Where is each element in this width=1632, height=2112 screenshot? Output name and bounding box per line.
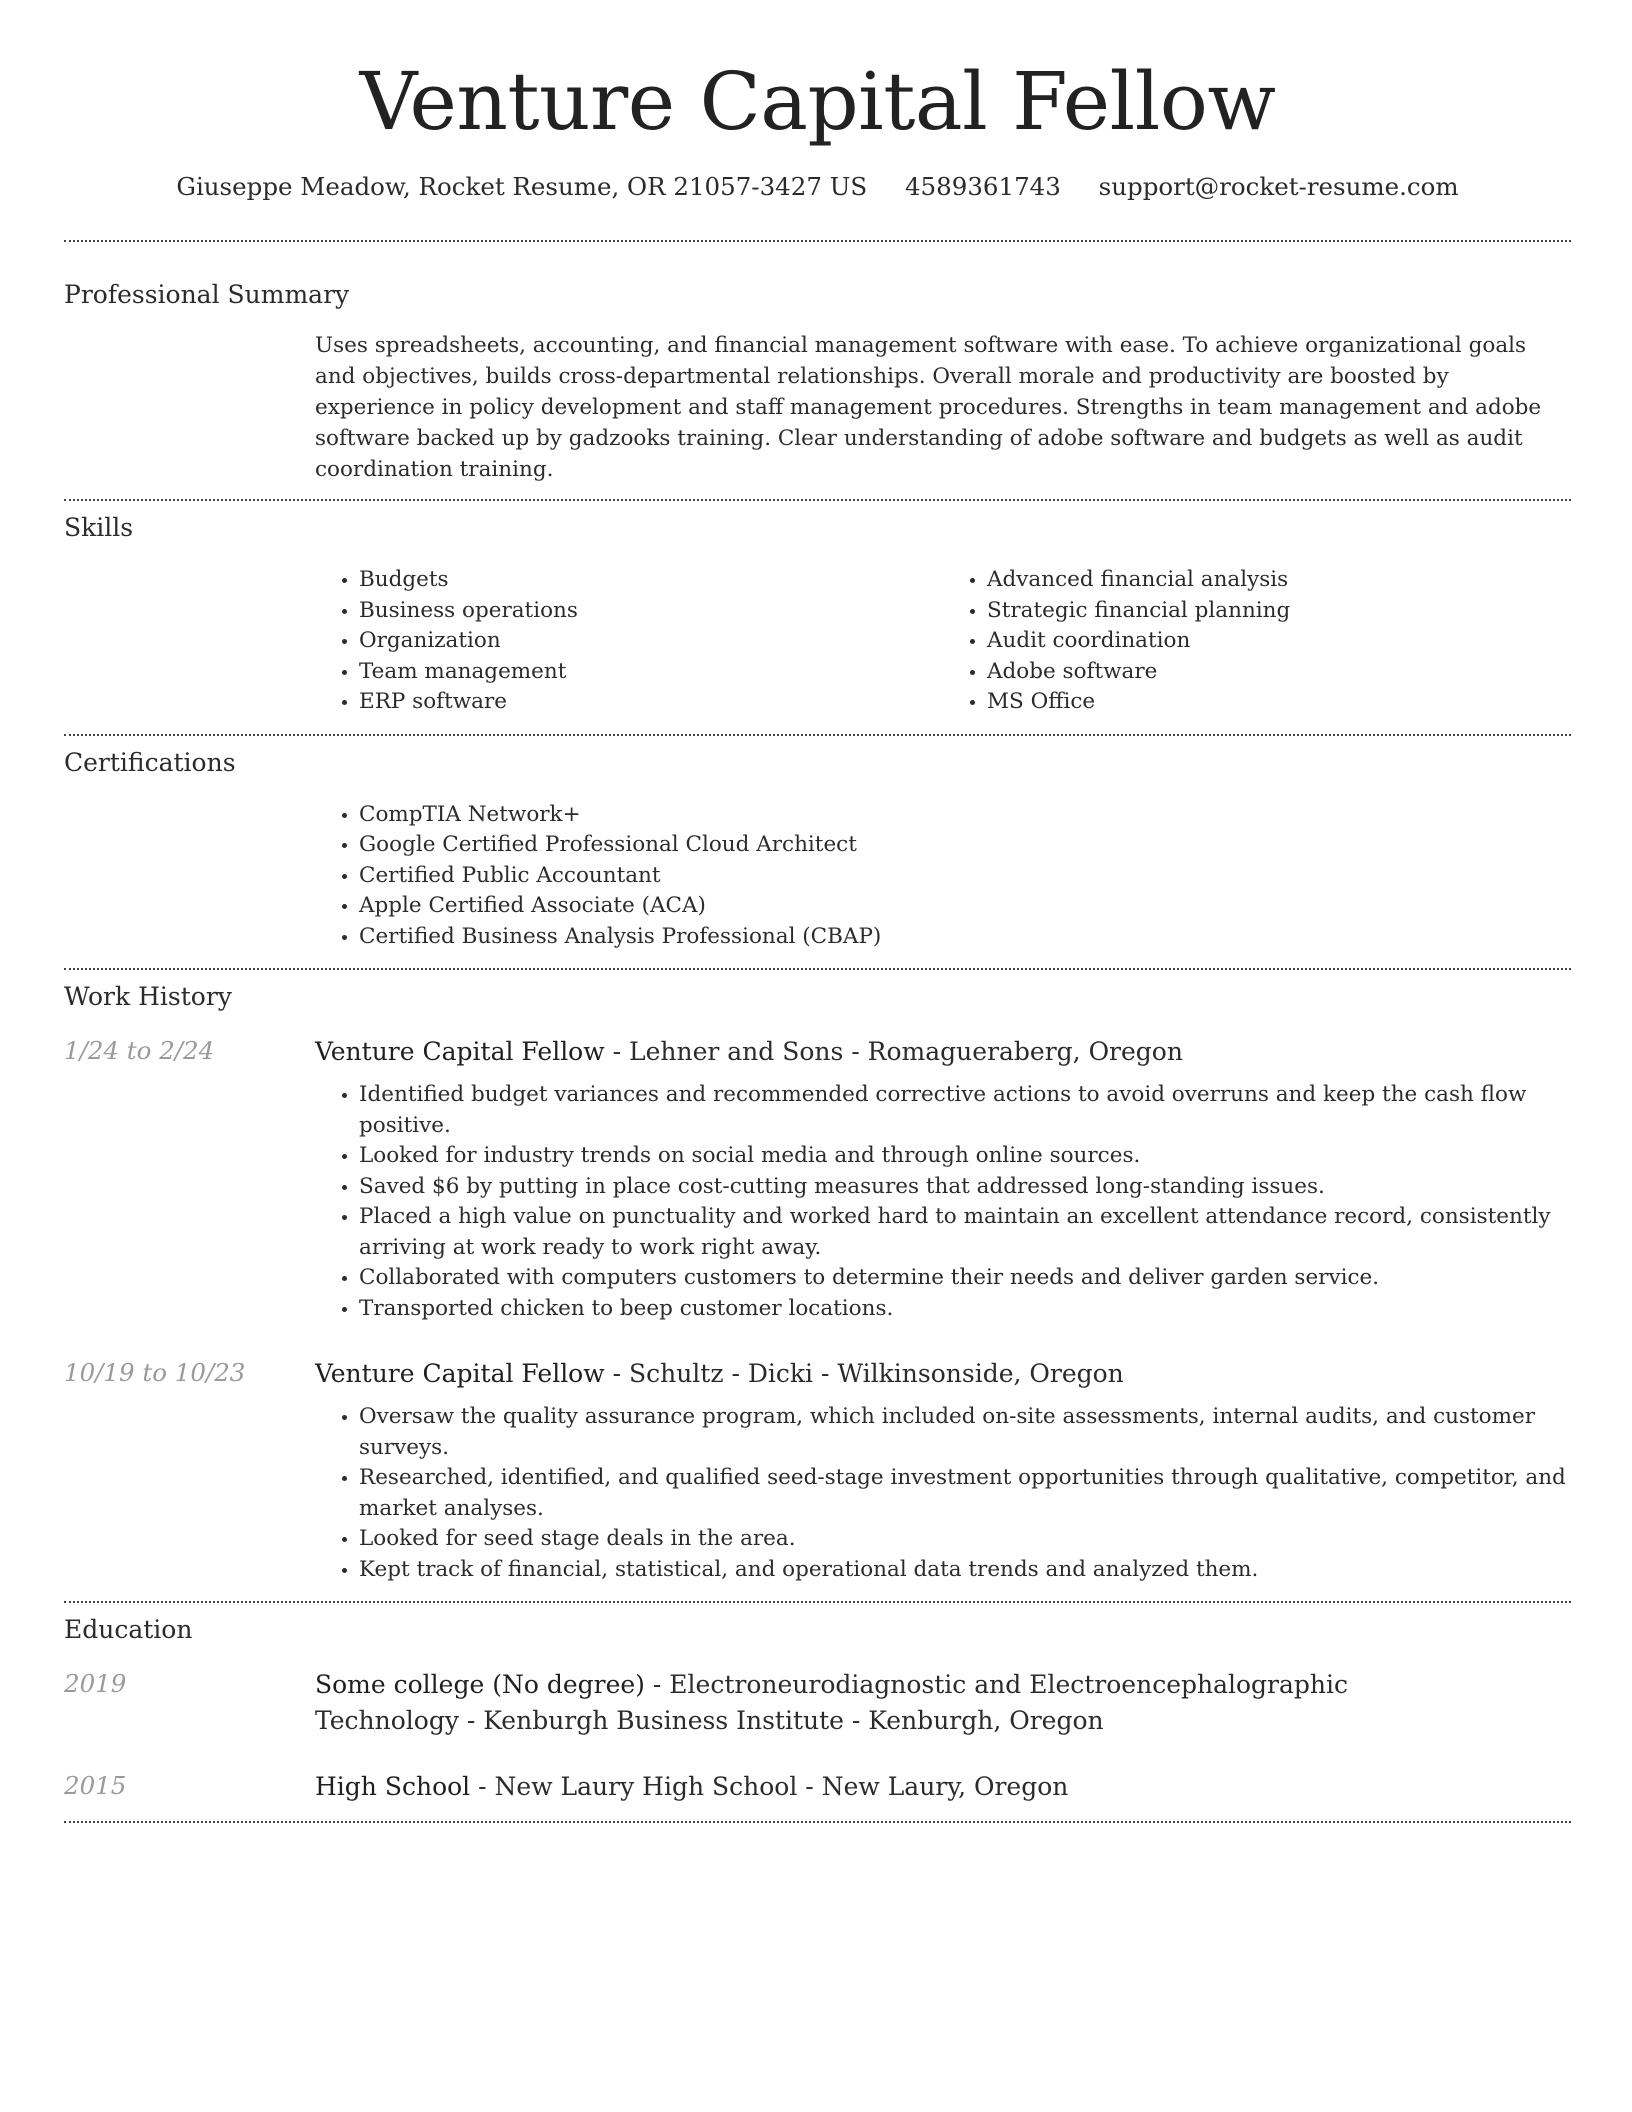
education-title [315, 1769, 1571, 1805]
job-bullets [315, 1080, 1571, 1324]
job-bullet: • Placed a high value on punctuality and worked hard to maintain an excellent attendance record, consistently arriving at work ready to work right away. [359, 1202, 1571, 1263]
contact-email: support@rocket-resume.com [1098, 172, 1459, 201]
job-role: Venture Capital Fellow [315, 1359, 605, 1388]
education-year: 2019 [64, 1669, 127, 1698]
certification-item: • Certified Public Accountant [359, 861, 1571, 892]
certification-item: • CompTIA Network+ [359, 800, 1571, 831]
education-details: - New Laury High School - New Laury, Oregon [470, 1772, 1069, 1801]
skill-item: • ERP software [359, 687, 943, 718]
job-details: - Lehner and Sons - Romagueraberg, Oregon [604, 1037, 1183, 1066]
job-bullets [315, 1402, 1571, 1585]
job-details: - Schultz - Dicki - Wilkinsonside, Oregon [604, 1359, 1124, 1388]
skill-item: • Team management [359, 657, 943, 688]
certifications-list [315, 800, 1571, 953]
education-section [64, 1603, 1571, 1821]
education-degree: Some college (No degree) [315, 1670, 645, 1699]
education-entry [64, 1769, 1571, 1805]
job-bullet: • Transported chicken to beep customer locations. [359, 1294, 1571, 1325]
education-details: - Electroneurodiagnostic and Electroencephalographic Technology - Kenburgh Business Institute - Kenburgh, Oregon [315, 1670, 1349, 1735]
job-bullet: • Saved $6 by putting in place cost-cutting measures that addressed long-standing issues. [359, 1172, 1571, 1203]
job-bullet: • Looked for industry trends on social media and through online sources. [359, 1141, 1571, 1172]
summary-section [64, 242, 1571, 499]
skill-item: • Budgets [359, 565, 943, 596]
skill-item: • Business operations [359, 596, 943, 627]
job-bullet: • Researched, identified, and qualified seed-stage investment opportunities through qualitative, competitor, and market analyses. [359, 1463, 1571, 1524]
job-title [315, 1034, 1571, 1070]
certification-item: • Apple Certified Associate (ACA) [359, 891, 1571, 922]
job-entry [64, 1356, 1571, 1585]
divider [64, 1821, 1571, 1823]
summary-text: Uses spreadsheets, accounting, and financial management software with ease. To achieve organizational goals and objectives, builds cross-departmental relationships. Overall morale and productivity are boosted by experience in policy development and staff management procedures. Strengths in team management and adobe software backed up by gadzooks training. Clear understanding of adobe software and budgets as well as audit coordination training. [315, 333, 1542, 482]
certification-item: • Certified Business Analysis Professional (CBAP) [359, 922, 1571, 953]
summary-heading: Professional Summary [64, 280, 350, 309]
job-dates: 1/24 to 2/24 [64, 1036, 215, 1065]
work-history-section [64, 970, 1571, 1601]
resume-title: Venture Capital Fellow [359, 55, 1276, 148]
education-title [315, 1667, 1571, 1739]
job-dates: 10/19 to 10/23 [64, 1358, 246, 1387]
job-bullet: • Collaborated with computers customers to determine their needs and deliver garden service. [359, 1263, 1571, 1294]
work-history-heading: Work History [64, 982, 232, 1011]
contact-phone: 4589361743 [904, 172, 1061, 201]
skills-list-right [943, 565, 1571, 718]
contact-line [64, 170, 1571, 204]
skill-item: • Strategic financial planning [987, 596, 1571, 627]
skill-item: • Adobe software [987, 657, 1571, 688]
skills-section [64, 501, 1571, 734]
job-bullet: • Kept track of financial, statistical, and operational data trends and analyzed them. [359, 1555, 1571, 1586]
education-entry [64, 1667, 1571, 1739]
education-degree: High School [315, 1772, 471, 1801]
job-entry [64, 1034, 1571, 1324]
skill-item: • Advanced financial analysis [987, 565, 1571, 596]
contact-address: Giuseppe Meadow, Rocket Resume, OR 21057-3427 US [176, 172, 868, 201]
job-title [315, 1356, 1571, 1392]
job-bullet: • Looked for seed stage deals in the area. [359, 1524, 1571, 1555]
resume-page [64, 0, 1571, 1823]
job-role: Venture Capital Fellow [315, 1037, 605, 1066]
skills-heading: Skills [64, 513, 134, 542]
education-heading: Education [64, 1615, 193, 1644]
education-year: 2015 [64, 1771, 127, 1800]
skill-item: • MS Office [987, 687, 1571, 718]
skill-item: • Organization [359, 626, 943, 657]
skills-list-left [315, 565, 943, 718]
certifications-heading: Certifications [64, 747, 236, 777]
skill-item: • Audit coordination [987, 626, 1571, 657]
certification-item: • Google Certified Professional Cloud Architect [359, 830, 1571, 861]
certifications-section [64, 736, 1571, 969]
job-bullet: • Identified budget variances and recommended corrective actions to avoid overruns and keep the cash flow positive. [359, 1080, 1571, 1141]
job-bullet: • Oversaw the quality assurance program, which included on-site assessments, internal audits, and customer surveys. [359, 1402, 1571, 1463]
